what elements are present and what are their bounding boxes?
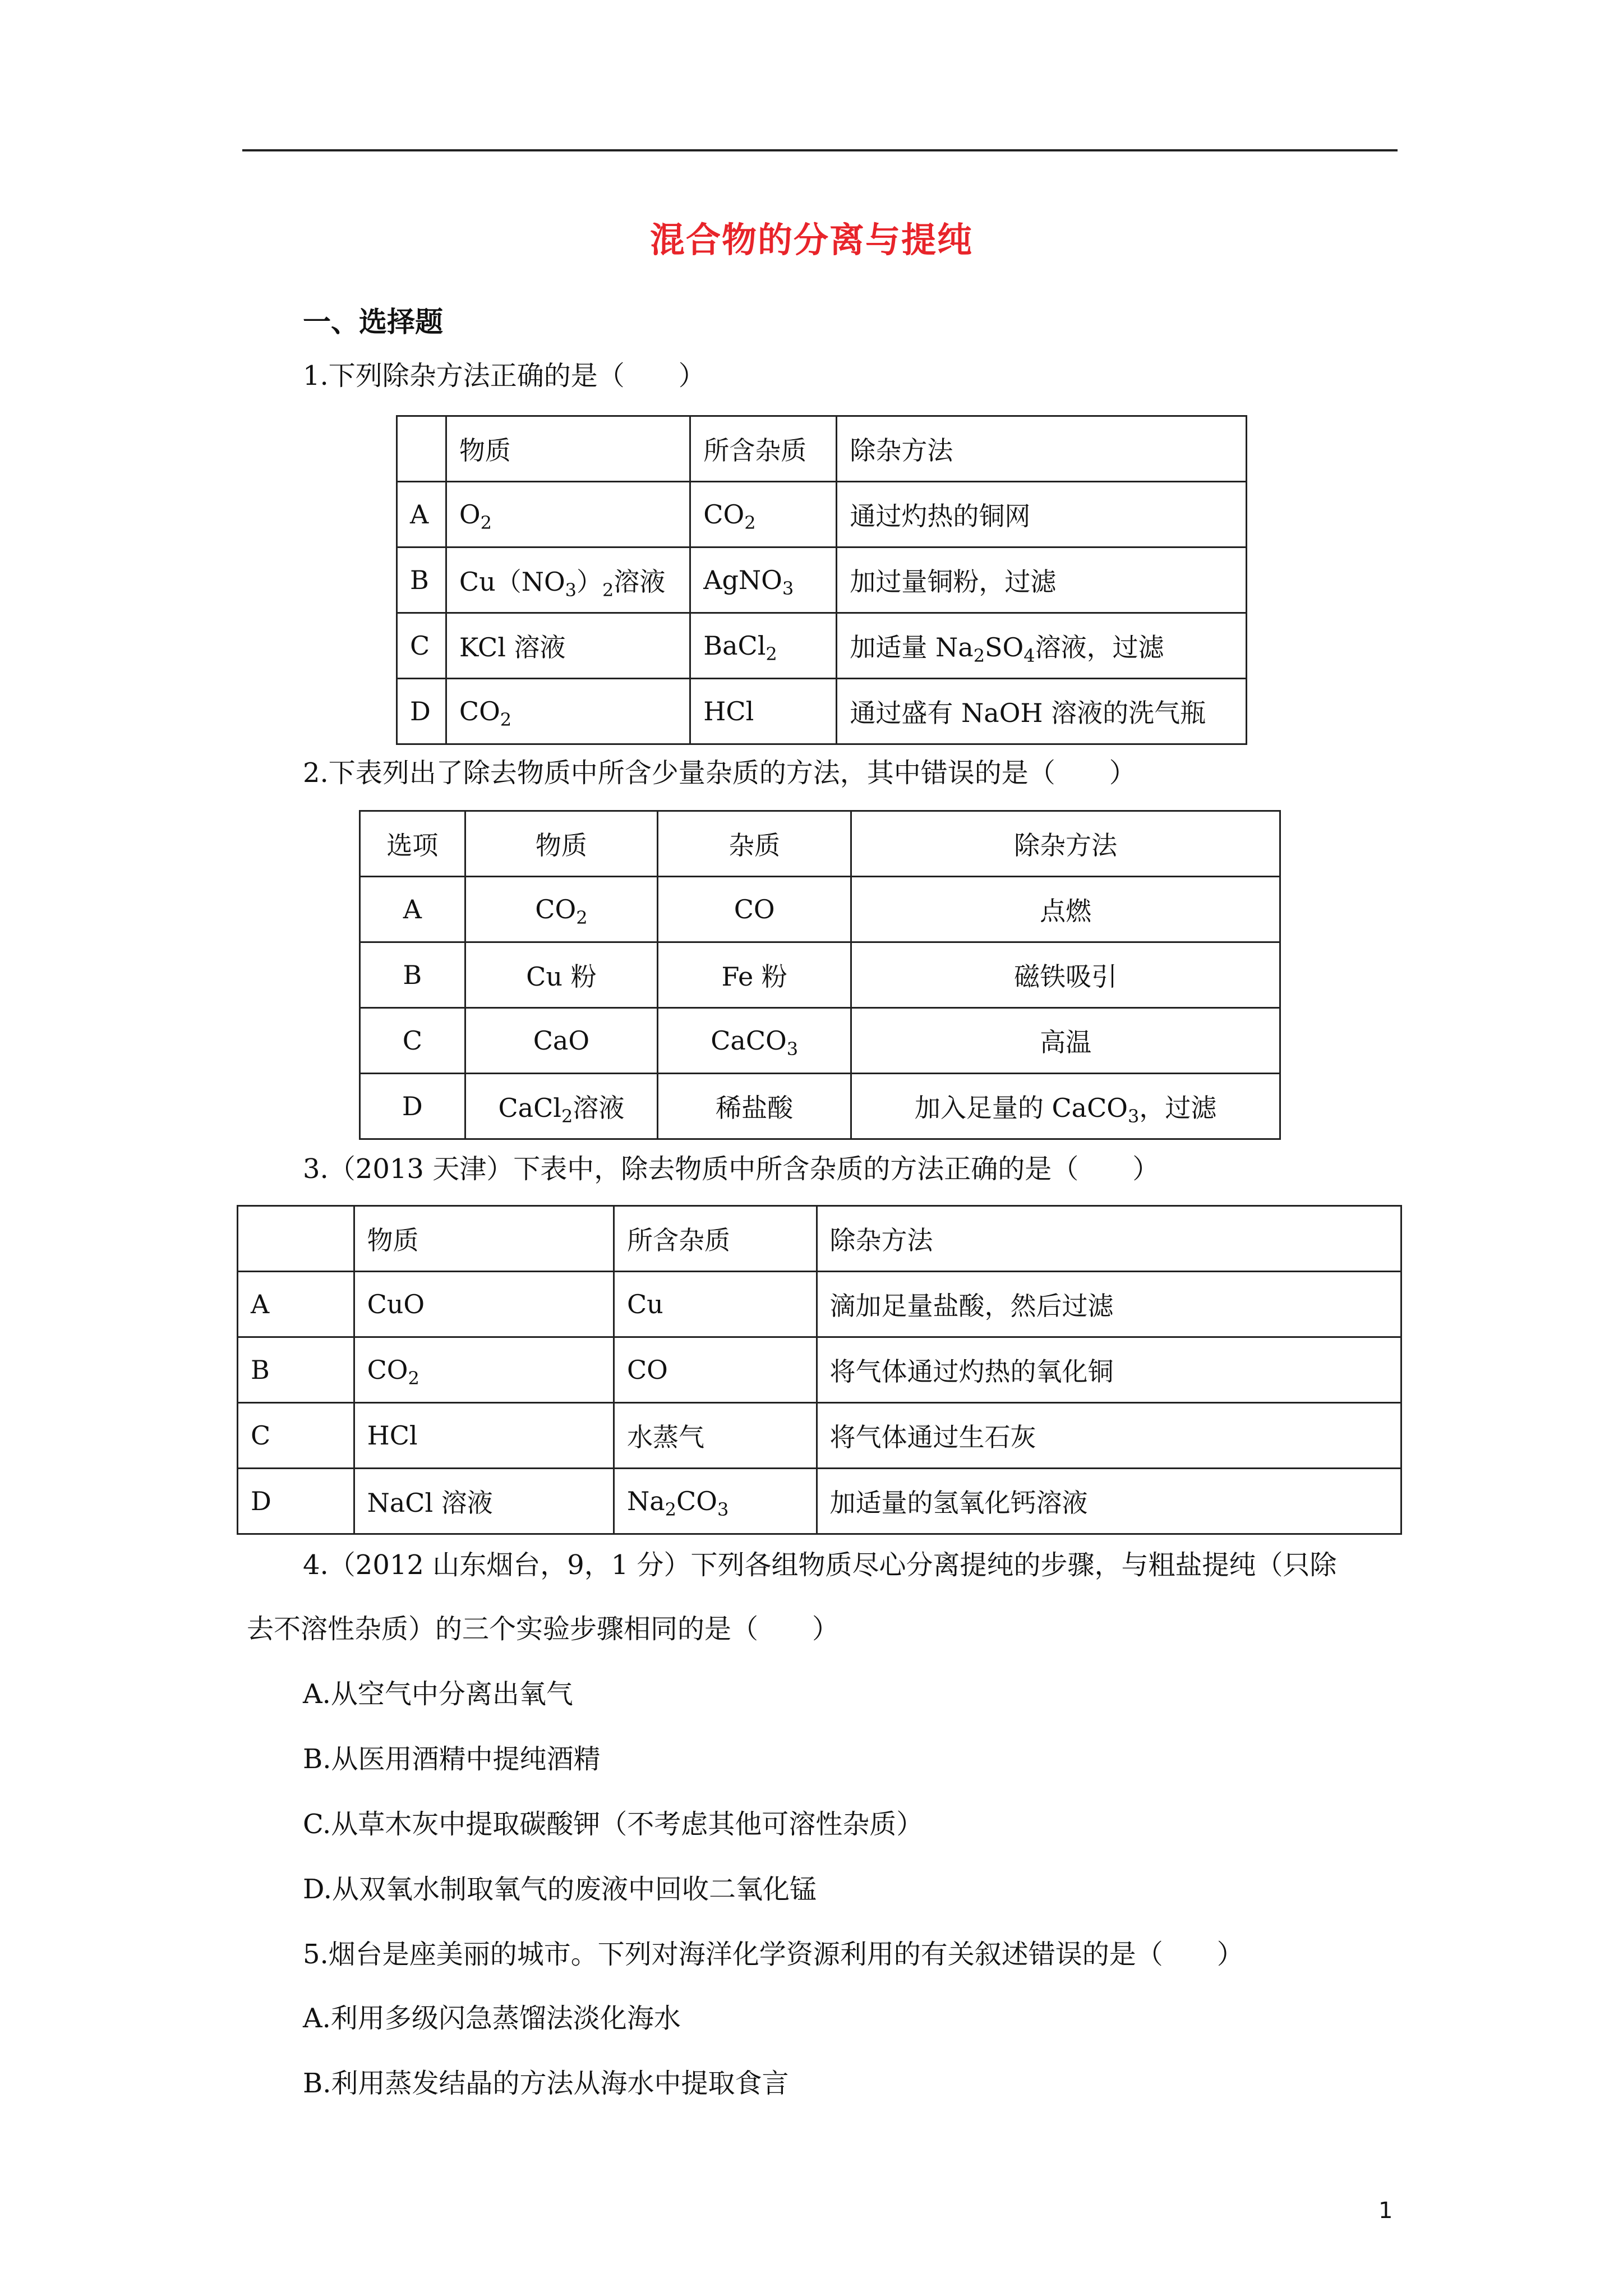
impurity-cell: $Na_2CO_3$ bbox=[614, 1469, 817, 1534]
substance-cell: HCl bbox=[354, 1403, 614, 1469]
substance-cell: CaO bbox=[465, 1008, 658, 1074]
option-cell: B bbox=[238, 1337, 354, 1403]
option-cell: C bbox=[238, 1403, 354, 1469]
header-cell: 除杂方法 bbox=[851, 811, 1280, 877]
q4-option-b: B.从医用酒精中提纯酒精 bbox=[303, 1743, 601, 1775]
header-rule bbox=[242, 149, 1398, 151]
table-header-row bbox=[238, 1206, 1401, 1272]
method-cell: 将气体通过生石灰 bbox=[817, 1403, 1401, 1469]
substance-cell: CuO bbox=[354, 1272, 614, 1337]
header-cell bbox=[238, 1206, 354, 1272]
table-row bbox=[238, 1403, 1401, 1469]
option-cell: A bbox=[397, 482, 446, 547]
table-header-row bbox=[360, 811, 1280, 877]
method-cell: 加入足量的 CaCO$_3$，过滤 bbox=[851, 1074, 1280, 1139]
page-title: 混合物的分离与提纯 bbox=[649, 219, 973, 260]
q5-option-b: B.利用蒸发结晶的方法从海水中提取食言 bbox=[303, 2068, 789, 2099]
impurity-cell: HCl bbox=[690, 679, 837, 744]
header-cell: 除杂方法 bbox=[837, 416, 1247, 482]
substance-cell: $CO_2$ bbox=[465, 877, 658, 942]
method-cell: 将气体通过灼热的氧化铜 bbox=[817, 1337, 1401, 1403]
option-cell: A bbox=[238, 1272, 354, 1337]
header-cell: 所含杂质 bbox=[690, 416, 837, 482]
substance-cell: Cu 粉 bbox=[465, 942, 658, 1008]
impurity-cell: CO bbox=[614, 1337, 817, 1403]
q3-stem: 3.（2013 天津）下表中，除去物质中所含杂质的方法正确的是（ ） bbox=[303, 1153, 1160, 1185]
substance-cell: $O_2$ bbox=[446, 482, 690, 547]
method-cell: 通过盛有 NaOH 溶液的洗气瓶 bbox=[837, 679, 1247, 744]
impurity-cell: 水蒸气 bbox=[614, 1403, 817, 1469]
header-cell: 所含杂质 bbox=[614, 1206, 817, 1272]
method-cell: 滴加足量盐酸，然后过滤 bbox=[817, 1272, 1401, 1337]
header-cell: 物质 bbox=[446, 416, 690, 482]
option-cell: C bbox=[397, 613, 446, 679]
table-row bbox=[397, 613, 1247, 679]
method-cell: 高温 bbox=[851, 1008, 1280, 1074]
method-cell: 加过量铜粉，过滤 bbox=[837, 547, 1247, 613]
header-cell: 物质 bbox=[465, 811, 658, 877]
q4-option-a: A.从空气中分离出氧气 bbox=[303, 1678, 573, 1710]
table-row bbox=[238, 1337, 1401, 1403]
impurity-cell: AgNO$_3$ bbox=[690, 547, 837, 613]
method-cell: 点燃 bbox=[851, 877, 1280, 942]
option-cell: B bbox=[360, 942, 465, 1008]
header-cell: 选项 bbox=[360, 811, 465, 877]
impurity-cell: CO bbox=[658, 877, 851, 942]
q4-stem-line1: 4.（2012 山东烟台，9，1 分）下列各组物质尽心分离提纯的步骤，与粗盐提纯（只除 bbox=[303, 1549, 1337, 1581]
table-row bbox=[397, 547, 1247, 613]
table-row bbox=[360, 1074, 1280, 1139]
impurity-cell: BaCl$_2$ bbox=[690, 613, 837, 679]
substance-cell: $CO_2$ bbox=[446, 679, 690, 744]
impurity-cell: 稀盐酸 bbox=[658, 1074, 851, 1139]
option-cell: A bbox=[360, 877, 465, 942]
page-number: 1 bbox=[1378, 2198, 1393, 2224]
option-cell: C bbox=[360, 1008, 465, 1074]
q3-table bbox=[237, 1205, 1402, 1535]
table-row bbox=[238, 1272, 1401, 1337]
substance-cell: CaCl$_2$溶液 bbox=[465, 1074, 658, 1139]
table-header-row bbox=[397, 416, 1247, 482]
method-cell: 通过灼热的铜网 bbox=[837, 482, 1247, 547]
substance-cell: $Cu(NO_3)_2$溶液 bbox=[446, 547, 690, 613]
option-cell: D bbox=[397, 679, 446, 744]
impurity-cell: $CO_2$ bbox=[690, 482, 837, 547]
q1-table bbox=[396, 415, 1247, 745]
table-row bbox=[360, 1008, 1280, 1074]
header-cell bbox=[397, 416, 446, 482]
q5-option-a: A.利用多级闪急蒸馏法淡化海水 bbox=[303, 2003, 681, 2034]
substance-cell: KCl 溶液 bbox=[446, 613, 690, 679]
q2-table bbox=[359, 810, 1281, 1140]
substance-cell: NaCl 溶液 bbox=[354, 1469, 614, 1534]
q5-stem: 5.烟台是座美丽的城市。下列对海洋化学资源利用的有关叙述错误的是（ ） bbox=[303, 1939, 1244, 1970]
substance-cell: $CO_2$ bbox=[354, 1337, 614, 1403]
table-row bbox=[238, 1469, 1401, 1534]
method-cell: 加适量的氢氧化钙溶液 bbox=[817, 1469, 1401, 1534]
table-row bbox=[397, 679, 1247, 744]
q4-option-d: D.从双氧水制取氧气的废液中回收二氧化锰 bbox=[303, 1874, 817, 1905]
q4-stem-line2: 去不溶性杂质）的三个实验步骤相同的是（ ） bbox=[247, 1613, 840, 1645]
q2-stem: 2.下表列出了除去物质中所含少量杂质的方法，其中错误的是（ ） bbox=[303, 757, 1136, 789]
option-cell: B bbox=[397, 547, 446, 613]
header-cell: 物质 bbox=[354, 1206, 614, 1272]
option-cell: D bbox=[360, 1074, 465, 1139]
table-row bbox=[397, 482, 1247, 547]
q1-stem: 1.下列除杂方法正确的是（ ） bbox=[303, 360, 706, 392]
method-cell: 加适量 $Na_2SO_4$溶液，过滤 bbox=[837, 613, 1247, 679]
header-cell: 除杂方法 bbox=[817, 1206, 1401, 1272]
table-row bbox=[360, 877, 1280, 942]
q4-option-c: C.从草木灰中提取碳酸钾（不考虑其他可溶性杂质） bbox=[303, 1809, 924, 1840]
impurity-cell: CaCO$_3$ bbox=[658, 1008, 851, 1074]
impurity-cell: Fe 粉 bbox=[658, 942, 851, 1008]
option-cell: D bbox=[238, 1469, 354, 1534]
impurity-cell: Cu bbox=[614, 1272, 817, 1337]
table-row bbox=[360, 942, 1280, 1008]
section-heading: 一、选择题 bbox=[303, 305, 443, 338]
method-cell: 磁铁吸引 bbox=[851, 942, 1280, 1008]
header-cell: 杂质 bbox=[658, 811, 851, 877]
